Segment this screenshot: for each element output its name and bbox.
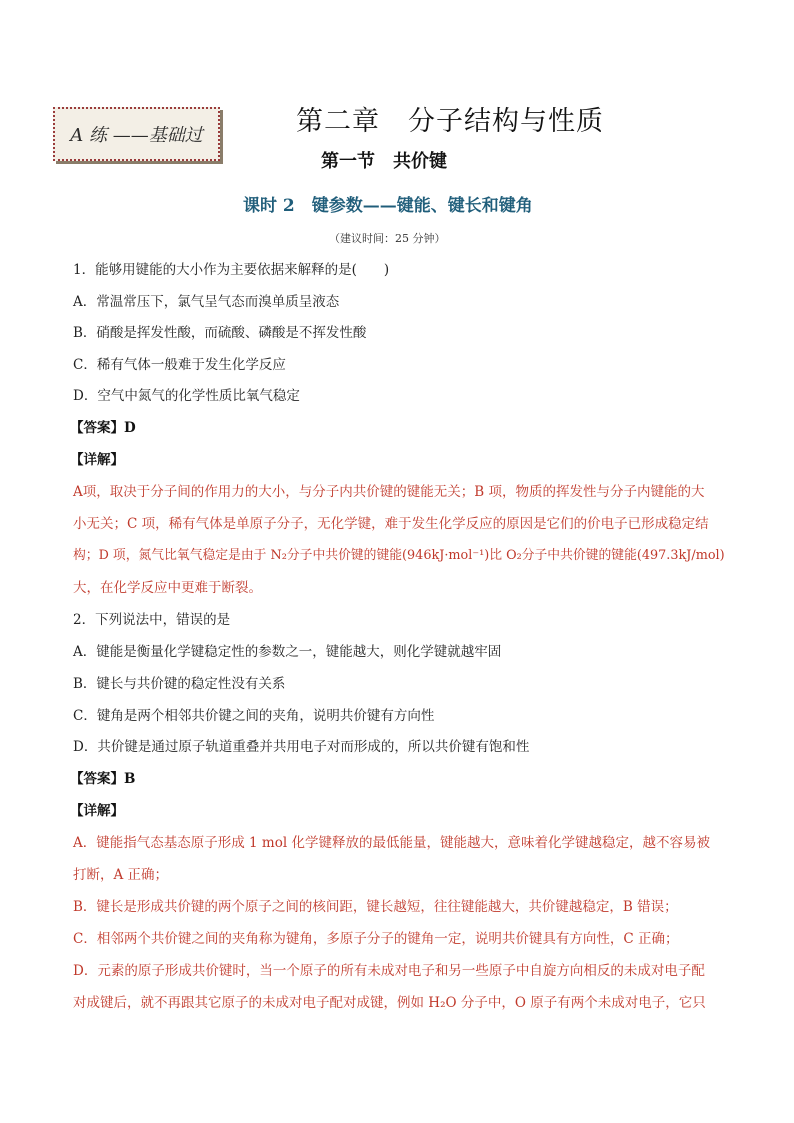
question-2-answer: 【答案】B [70, 771, 136, 787]
chapter-title: 第二章 分子结构与性质 [296, 106, 604, 137]
question-1-explanation: 大，在化学反应中更难于断裂。 [73, 580, 262, 596]
question-1-option-c: C．稀有气体一般难于发生化学反应 [73, 357, 286, 373]
question-1-explanation: 小无关；C 项，稀有气体是单原子分子，无化学键，难于发生化学反应的原因是它们的价电子已形成稳定结 [73, 516, 709, 532]
question-2-explanation: B．键长是形成共价键的两个原子之间的核间距，键长越短，往往键能越大，共价键越稳定，B 错误； [73, 899, 678, 915]
question-1-option-b: B．硝酸是挥发性酸，而硫酸、磷酸是不挥发性酸 [73, 325, 367, 341]
question-1-stem: 1．能够用键能的大小作为主要依据来解释的是( ) [73, 262, 390, 278]
question-2-option-d: D．共价键是通过原子轨道重叠并共用电子对而形成的，所以共价键有饱和性 [73, 739, 530, 755]
question-1-answer: 【答案】D [70, 420, 136, 436]
question-2-option-a: A．键能是衡量化学键稳定性的参数之一，键能越大，则化学键就越牢固 [73, 644, 502, 660]
question-1-option-d: D．空气中氮气的化学性质比氧气稳定 [73, 388, 300, 404]
section-title: 第一节 共价键 [321, 151, 447, 172]
suggested-time: （建议时间：25 分钟） [329, 232, 446, 245]
lesson-title: 课时 2 键参数——键能、键长和键角 [243, 196, 533, 216]
question-1-explanation: 构；D 项，氮气比氧气稳定是由于 N₂分子中共价键的键能(946kJ·mol⁻¹)比 O₂分子中共价键的键能(497.3kJ/mol) [73, 548, 725, 563]
question-1-detail-label: 【详解】 [70, 452, 124, 468]
question-2-detail-label: 【详解】 [70, 803, 124, 819]
question-2-explanation: 对成键后，就不再跟其它原子的未成对电子配对成键，例如 H₂O 分子中，O 原子有两个未成对电子，它只 [73, 995, 706, 1011]
question-2-explanation: A．键能指气态基态原子形成 1 mol 化学键释放的最低能量，键能越大，意味着化学键越稳定，越不容易被 [73, 835, 710, 851]
question-2-option-b: B．键长与共价键的稳定性没有关系 [73, 676, 286, 692]
question-2-stem: 2．下列说法中，错误的是 [73, 612, 231, 628]
question-2-explanation: D．元素的原子形成共价键时，当一个原子的所有未成对电子和另一些原子中自旋方向相反的未成对电子配 [73, 963, 705, 979]
question-2-explanation: C．相邻两个共价键之间的夹角称为键角，多原子分子的键角一定，说明共价键具有方向性，C 正确； [73, 931, 679, 947]
question-2-option-c: C．键角是两个相邻共价键之间的夹角，说明共价键有方向性 [73, 708, 435, 724]
question-2-explanation: 打断，A 正确； [73, 867, 169, 883]
practice-level-badge: A 练 ——基础过 [53, 107, 220, 161]
question-1-explanation: A项，取决于分子间的作用力的大小，与分子内共价键的键能无关；B 项，物质的挥发性与分子内键能的大 [73, 484, 705, 500]
question-1-option-a: A．常温常压下，氯气呈气态而溴单质呈液态 [73, 294, 340, 310]
